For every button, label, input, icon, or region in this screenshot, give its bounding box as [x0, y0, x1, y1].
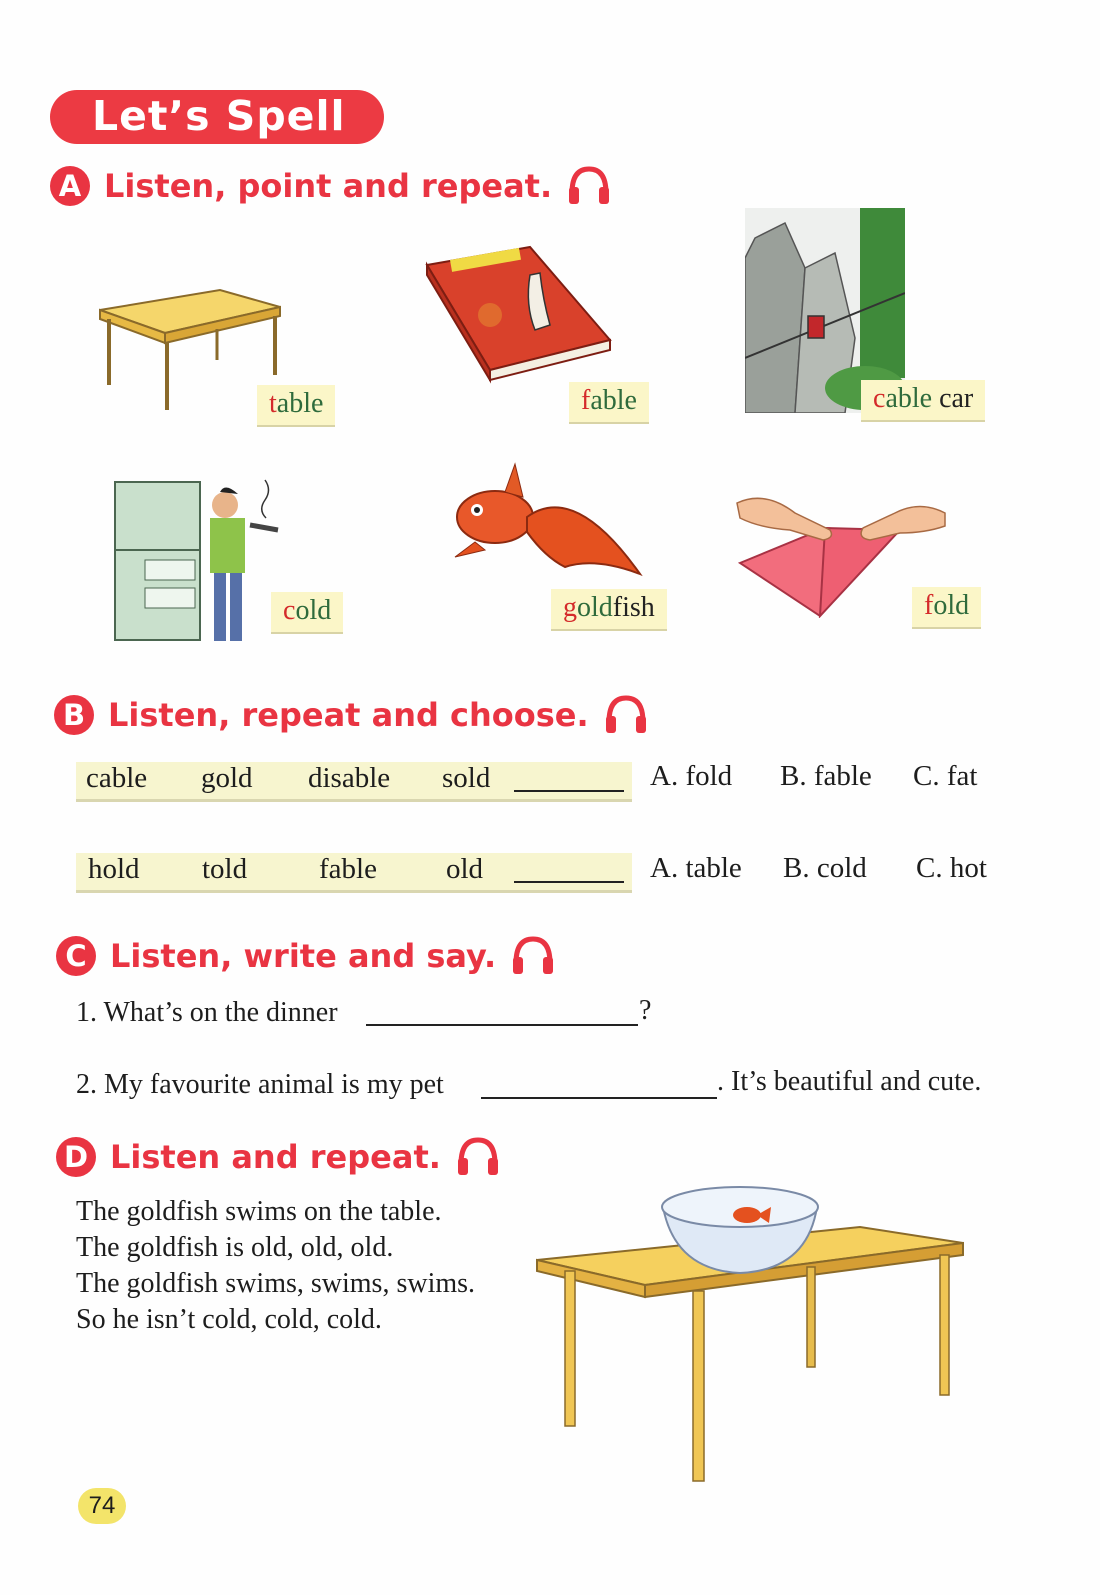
answer-blank[interactable] [514, 790, 624, 792]
section-b-title: Listen, repeat and choose. [108, 696, 589, 734]
row-word: gold [201, 762, 253, 794]
word-rhyme: able [885, 383, 933, 414]
section-c-header [56, 935, 556, 977]
page-number-badge: 74 [78, 1488, 126, 1524]
word-onset: f [924, 590, 934, 621]
section-d-title: Listen and repeat. [110, 1138, 441, 1176]
headphones-icon[interactable] [566, 165, 612, 207]
chant-text [76, 1194, 475, 1338]
option-b: B. fable [780, 760, 872, 792]
option-a: A. fold [650, 760, 733, 792]
section-d-header [56, 1136, 501, 1178]
chant-line: The goldfish is old, old, old. [76, 1232, 394, 1263]
chant-line: The goldfish swims, swims, swims. [76, 1268, 476, 1299]
answer-blank[interactable] [514, 881, 624, 883]
word-label-cold [271, 592, 343, 634]
goldfish-bowl-table-picture [535, 1185, 965, 1490]
headphones-icon[interactable] [455, 1136, 501, 1178]
headphones-icon[interactable] [510, 935, 556, 977]
question-2-text: 2. My favourite animal is my pet [76, 1069, 444, 1100]
word-label-cable-car [861, 380, 985, 422]
row-word: told [202, 853, 248, 885]
goldfish-picture [445, 462, 645, 582]
chant-line: So he isn’t cold, cold, cold. [76, 1304, 382, 1335]
section-letter-badge: A [50, 166, 90, 206]
answer-blank[interactable] [366, 1024, 638, 1026]
row-word: cable [86, 762, 148, 794]
word-onset: f [581, 385, 591, 416]
fable-book-picture [425, 245, 615, 385]
row-word: hold [88, 853, 140, 885]
word-onset: c [283, 595, 296, 626]
chant-line: The goldfish swims on the table. [76, 1196, 442, 1227]
option-b: B. cold [783, 852, 867, 884]
word-onset: t [269, 388, 277, 419]
section-letter-badge: D [56, 1137, 96, 1177]
word-row [76, 853, 632, 893]
section-b-header [54, 694, 649, 736]
page-title: Let’s Spell [92, 92, 346, 140]
row-word: fable [319, 853, 377, 885]
option-c: C. fat [913, 760, 978, 792]
question-2-end: . It’s beautiful and cute. [717, 1066, 982, 1097]
word-label-fable [569, 382, 649, 424]
word-label-fold [912, 587, 981, 629]
row-word: disable [308, 762, 391, 794]
cold-fridge-picture [110, 470, 290, 645]
question-1-text: 1. What’s on the dinner [76, 997, 338, 1028]
word-row [76, 762, 632, 802]
word-rhyme: old [295, 595, 332, 626]
section-a-header [50, 165, 612, 207]
question-1-end: ? [639, 995, 652, 1026]
option-a: A. table [650, 852, 742, 884]
section-letter-badge: C [56, 936, 96, 976]
word-tail: car [932, 383, 974, 414]
word-label-table [257, 385, 335, 427]
section-letter-badge: B [54, 695, 94, 735]
answer-blank[interactable] [481, 1097, 717, 1099]
word-onset: g [563, 592, 577, 623]
section-a-title: Listen, point and repeat. [104, 167, 553, 205]
row-word: old [446, 853, 484, 885]
word-rhyme: able [590, 385, 637, 416]
option-c: C. hot [916, 852, 987, 884]
word-tail: fish [612, 592, 655, 623]
section-c-title: Listen, write and say. [110, 937, 497, 975]
word-rhyme: able [276, 388, 324, 419]
word-rhyme: old [933, 590, 970, 621]
word-onset: c [873, 383, 886, 414]
word-rhyme: old [577, 592, 613, 623]
word-label-goldfish [551, 589, 667, 631]
headphones-icon[interactable] [603, 694, 649, 736]
row-word: sold [442, 762, 491, 794]
